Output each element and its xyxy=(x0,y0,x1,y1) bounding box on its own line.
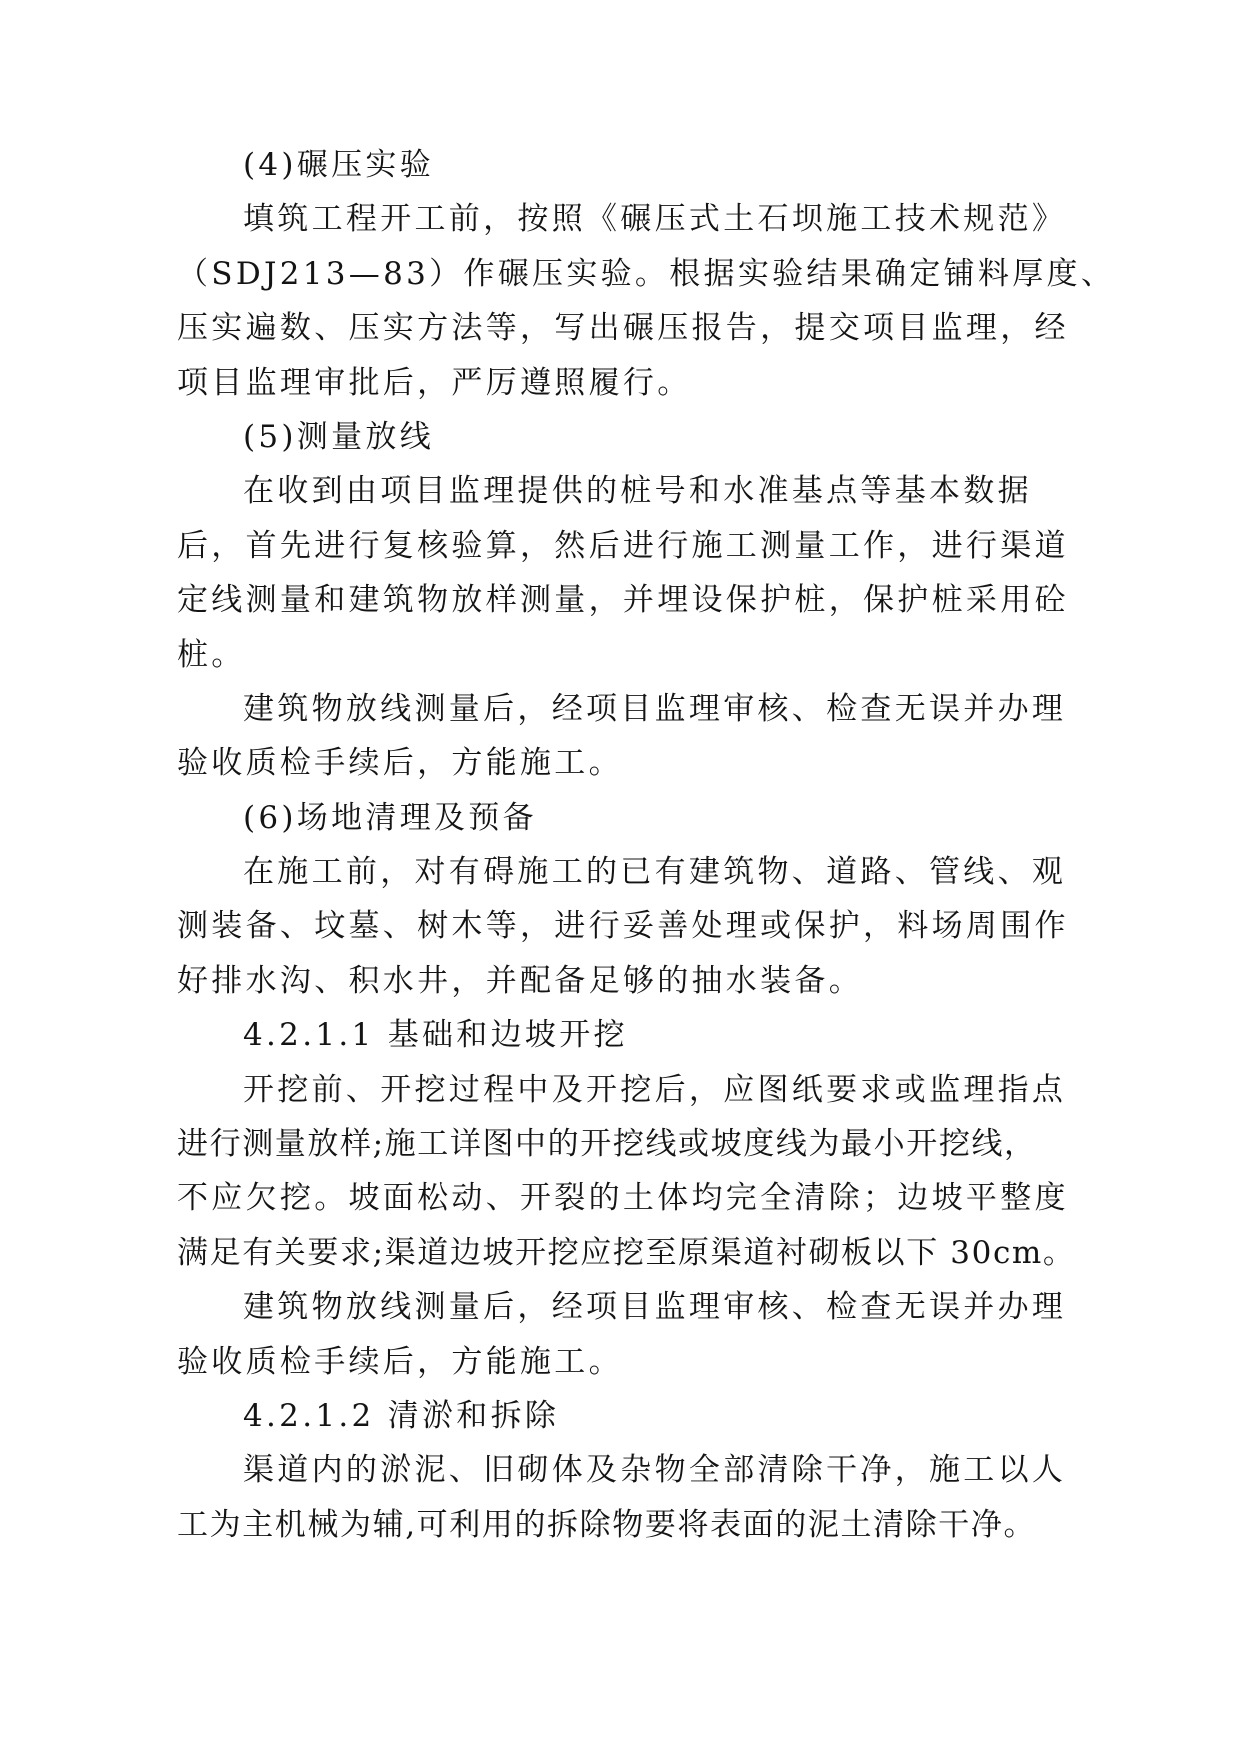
paragraph-line: 填筑工程开工前，按照《碾压式土石坝施工技术规范》 xyxy=(243,201,1067,238)
paragraph-line: 建筑物放线测量后，经项目监理审核、检查无误并办理 xyxy=(243,690,1067,727)
paragraph-line: 渠道内的淤泥、旧砌体及杂物全部清除干净，施工以人 xyxy=(243,1452,1067,1489)
paragraph-line: 项目监理审批后，严厉遵照履行。 xyxy=(177,364,692,401)
paragraph-line: 建筑物放线测量后，经项目监理审核、检查无误并办理 xyxy=(243,1289,1067,1326)
paragraph-line: 测装备、坟墓、树木等，进行妥善处理或保护，料场周围作 xyxy=(177,908,1069,945)
paragraph-line: 在收到由项目监理提供的桩号和水准基点等基本数据 xyxy=(243,473,1032,510)
paragraph-line: 在施工前，对有碍施工的已有建筑物、道路、管线、观 xyxy=(243,854,1067,891)
paragraph-line: 后，首先进行复核验算，然后进行施工测量工作，进行渠道 xyxy=(177,527,1069,564)
section-heading-compaction-test: (4)碾压实验 xyxy=(243,147,435,183)
paragraph-line: 定线测量和建筑物放样测量，并埋设保护桩，保护桩采用砼 xyxy=(177,582,1069,619)
paragraph-line: 桩。 xyxy=(177,636,246,673)
paragraph-line: 进行测量放样;施工详图中的开挖线或坡度线为最小开挖线， xyxy=(177,1126,1037,1163)
section-heading-site-clearing: (6)场地清理及预备 xyxy=(243,799,537,836)
paragraph-line: 工为主机械为辅,可利用的拆除物要将表面的泥土清除干净。 xyxy=(177,1506,1037,1543)
section-heading-survey-setout: (5)测量放线 xyxy=(243,418,435,455)
section-heading-4-2-1-2: 4.2.1.2 清淤和拆除 xyxy=(243,1397,560,1434)
paragraph-line: （SDJ213—83）作碾压实验。根据实验结果确定铺料厚度、 xyxy=(177,255,1116,292)
paragraph-line: 不应欠挖。坡面松动、开裂的土体均完全清除；边坡平整度 xyxy=(177,1180,1069,1217)
paragraph-line: 开挖前、开挖过程中及开挖后，应图纸要求或监理指点 xyxy=(243,1071,1067,1108)
section-heading-4-2-1-1: 4.2.1.1 基础和边坡开挖 xyxy=(243,1017,628,1054)
document-body xyxy=(177,138,1116,1552)
paragraph-line: 验收质检手续后，方能施工。 xyxy=(177,1343,623,1380)
paragraph-line: 好排水沟、积水井，并配备足够的抽水装备。 xyxy=(177,962,863,999)
paragraph-line: 压实遍数、压实方法等，写出碾压报告，提交项目监理，经 xyxy=(177,310,1069,347)
paragraph-line: 验收质检手续后，方能施工。 xyxy=(177,745,623,782)
paragraph-line: 满足有关要求;渠道边坡开挖应挖至原渠道衬砌板以下 30cm。 xyxy=(177,1234,1076,1271)
